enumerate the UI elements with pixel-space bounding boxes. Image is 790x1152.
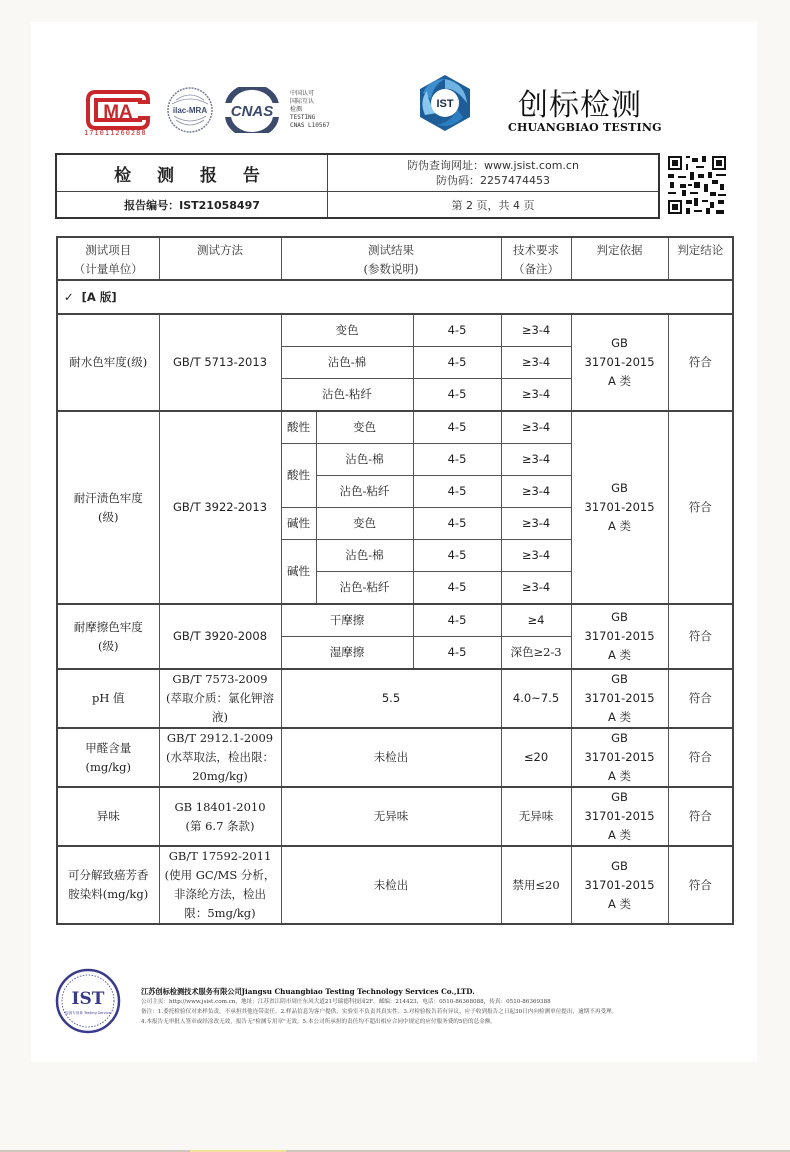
report-number: 报告编号：IST21058497 bbox=[57, 192, 328, 217]
group-cell: 碱性 bbox=[281, 540, 316, 605]
item-cell: pH 值 bbox=[57, 669, 159, 728]
anti-fake-url[interactable]: 防伪查询网址：www.jsist.com.cn bbox=[407, 159, 579, 172]
section-label: ✓ [A 版] bbox=[57, 280, 733, 314]
result-cell: 5.5 bbox=[281, 669, 501, 728]
table-row bbox=[57, 846, 733, 924]
report-title: 检 测 报 告 bbox=[57, 155, 328, 192]
cnas-line: 国际互认 bbox=[290, 98, 315, 105]
ist-brand-logo bbox=[415, 73, 475, 133]
qr-code[interactable] bbox=[666, 154, 728, 216]
requirement-cell: ≥3-4 bbox=[501, 508, 571, 540]
result-cell: 未检出 bbox=[281, 728, 501, 787]
basis-cell: GB 31701-2015 A 类 bbox=[571, 411, 668, 604]
basis-cell: GB 31701-2015 A 类 bbox=[571, 787, 668, 846]
table-row bbox=[57, 728, 733, 787]
footer-info bbox=[141, 987, 731, 1027]
param-cell: 沾色-粘纤 bbox=[316, 476, 413, 508]
anti-fake-code: 防伪码：2257474453 bbox=[436, 174, 550, 187]
result-cell: 4-5 bbox=[413, 508, 501, 540]
section-row bbox=[57, 280, 733, 314]
method-cell: GB/T 3920-2008 bbox=[159, 604, 281, 669]
table-row bbox=[57, 787, 733, 846]
brand-name-cn: 创标检测 bbox=[518, 88, 642, 123]
ilac-mra-logo bbox=[166, 86, 214, 134]
brand-name-en: CHUANGBIAO TESTING bbox=[508, 121, 662, 134]
company-name: 江苏创标检测技术服务有限公司Jiangsu Chuangbiao Testing Technology Services Co.,LTD. bbox=[141, 987, 475, 996]
cnas-line: CNAS L10567 bbox=[290, 122, 330, 129]
anti-fake-info bbox=[328, 155, 658, 192]
result-cell: 4-5 bbox=[413, 347, 501, 379]
basis-cell: GB 31701-2015 A 类 bbox=[571, 846, 668, 924]
verdict-cell: 符合 bbox=[668, 669, 733, 728]
result-cell: 4-5 bbox=[413, 637, 501, 670]
requirement-cell: ≥3-4 bbox=[501, 347, 571, 379]
svg-text:MA: MA bbox=[103, 102, 133, 123]
cma-logo bbox=[82, 88, 152, 132]
requirement-cell: ≥4 bbox=[501, 604, 571, 637]
requirement-cell: 无异味 bbox=[501, 787, 571, 846]
verdict-cell: 符合 bbox=[668, 787, 733, 846]
item-cell: 耐水色牢度(级) bbox=[57, 314, 159, 411]
group-cell: 碱性 bbox=[281, 508, 316, 540]
item-cell: 可分解致癌芳香 胺染料(mg/kg) bbox=[57, 846, 159, 924]
item-cell: 甲醛含量 (mg/kg) bbox=[57, 728, 159, 787]
method-cell: GB/T 2912.1-2009 (水萃取法，检出限： 20mg/kg) bbox=[159, 728, 281, 787]
company-seal bbox=[55, 968, 121, 1034]
method-cell: GB 18401-2010 (第 6.7 条款) bbox=[159, 787, 281, 846]
result-cell: 4-5 bbox=[413, 444, 501, 476]
basis-cell: GB 31701-2015 A 类 bbox=[571, 604, 668, 669]
requirement-cell: 深色≥2-3 bbox=[501, 637, 571, 670]
requirement-cell: ≥3-4 bbox=[501, 379, 571, 412]
param-cell: 干摩擦 bbox=[281, 604, 413, 637]
verdict-cell: 符合 bbox=[668, 604, 733, 669]
param-cell: 沾色-棉 bbox=[316, 444, 413, 476]
cnas-label: CNAS bbox=[230, 103, 274, 120]
verdict-cell: 符合 bbox=[668, 846, 733, 924]
seal-text: IST bbox=[71, 989, 105, 1009]
method-cell: GB/T 5713-2013 bbox=[159, 314, 281, 411]
requirement-cell: ≥3-4 bbox=[501, 444, 571, 476]
company-contact: 公司主页：http://www.jsist.com.cn，地址：江苏省江阴市周庄东风大道21号瑞德科技园2F，邮编：214423，电话：0510-86368088，传真：0510-86369388 bbox=[141, 999, 551, 1005]
requirement-cell: ≥3-4 bbox=[501, 572, 571, 605]
table-row bbox=[57, 411, 733, 444]
test-results-table bbox=[56, 236, 734, 925]
method-cell: GB/T 3922-2013 bbox=[159, 411, 281, 604]
table-row bbox=[57, 669, 733, 728]
col-header-requirement: 技术要求 （备注） bbox=[501, 237, 571, 280]
result-cell: 4-5 bbox=[413, 604, 501, 637]
table-row bbox=[57, 314, 733, 347]
page-indicator: 第 2 页，共 4 页 bbox=[451, 198, 535, 212]
result-cell: 4-5 bbox=[413, 314, 501, 347]
param-cell: 沾色-粘纤 bbox=[281, 379, 413, 412]
requirement-cell: ≥3-4 bbox=[501, 476, 571, 508]
result-cell: 4-5 bbox=[413, 572, 501, 605]
ist-badge-text: IST bbox=[436, 98, 454, 110]
item-cell: 异味 bbox=[57, 787, 159, 846]
param-cell: 变色 bbox=[281, 314, 413, 347]
verdict-cell: 符合 bbox=[668, 314, 733, 411]
cnas-logo bbox=[222, 87, 282, 133]
cnas-line: 中国认可 bbox=[290, 90, 315, 97]
col-header-verdict: 判定结论 bbox=[668, 237, 733, 280]
check-icon: ✓ bbox=[64, 289, 74, 304]
group-cell: 酸性 bbox=[281, 444, 316, 508]
result-cell: 4-5 bbox=[413, 411, 501, 444]
result-cell: 无异味 bbox=[281, 787, 501, 846]
cnas-line: TESTING bbox=[290, 114, 316, 121]
verdict-cell: 符合 bbox=[668, 411, 733, 604]
basis-cell: GB 31701-2015 A 类 bbox=[571, 669, 668, 728]
report-header bbox=[55, 153, 660, 219]
col-header-result: 测试结果 (参数说明) bbox=[281, 237, 501, 280]
verdict-cell: 符合 bbox=[668, 728, 733, 787]
col-header-basis: 判定依据 bbox=[571, 237, 668, 280]
param-cell: 沾色-粘纤 bbox=[316, 572, 413, 605]
seal-subtext: 检测专用章 Testing Service bbox=[64, 1011, 112, 1015]
result-cell: 4-5 bbox=[413, 379, 501, 412]
basis-cell: GB 31701-2015 A 类 bbox=[571, 728, 668, 787]
col-header-item: 测试项目 （计量单位） bbox=[57, 237, 159, 280]
method-cell: GB/T 17592-2011 (使用 GC/MS 分析， 非涤纶方法，检出 限：5mg/kg) bbox=[159, 846, 281, 924]
col-header-method: 测试方法 bbox=[159, 237, 281, 280]
requirement-cell: ≥3-4 bbox=[501, 540, 571, 572]
requirement-cell: ≥3-4 bbox=[501, 411, 571, 444]
footer-note-2: 4.本报告无审批人签章或经涂改无效，报告无"检测专用章"无效。5.本公司所承担的责任均不超出相应合同中规定的应付服务费的5倍的总金额。 bbox=[141, 1019, 497, 1025]
table-row bbox=[57, 604, 733, 637]
requirement-cell: 4.0~7.5 bbox=[501, 669, 571, 728]
requirement-cell: 禁用≤20 bbox=[501, 846, 571, 924]
requirement-cell: ≥3-4 bbox=[501, 314, 571, 347]
cma-number: 171011260288 bbox=[84, 129, 147, 137]
requirement-cell: ≤20 bbox=[501, 728, 571, 787]
param-cell: 沾色-棉 bbox=[316, 540, 413, 572]
cnas-line: 检测 bbox=[290, 106, 303, 113]
footer-note-1: 备注：1.委托检验仅对来样负责，不承担其他连带责任。2.样品信息为客户提供，实验室不负责其真实性。3.对检验报告若有异议，应于收到报告之日起30日内向检测单位提出，逾期不再受理。 bbox=[141, 1009, 618, 1015]
ilac-label: ilac-MRA bbox=[172, 106, 208, 115]
item-cell: 耐摩擦色牢度 (级) bbox=[57, 604, 159, 669]
method-cell: GB/T 7573-2009 (萃取介质：氯化钾溶 液) bbox=[159, 669, 281, 728]
basis-cell: GB 31701-2015 A 类 bbox=[571, 314, 668, 411]
result-cell: 4-5 bbox=[413, 540, 501, 572]
param-cell: 变色 bbox=[316, 508, 413, 540]
param-cell: 沾色-棉 bbox=[281, 347, 413, 379]
cnas-accreditation-text bbox=[290, 90, 330, 130]
param-cell: 变色 bbox=[316, 411, 413, 444]
group-cell: 酸性 bbox=[281, 411, 316, 444]
param-cell: 湿摩擦 bbox=[281, 637, 413, 670]
table-header-row bbox=[57, 237, 733, 280]
result-cell: 未检出 bbox=[281, 846, 501, 924]
result-cell: 4-5 bbox=[413, 476, 501, 508]
item-cell: 耐汗渍色牢度 (级) bbox=[57, 411, 159, 604]
